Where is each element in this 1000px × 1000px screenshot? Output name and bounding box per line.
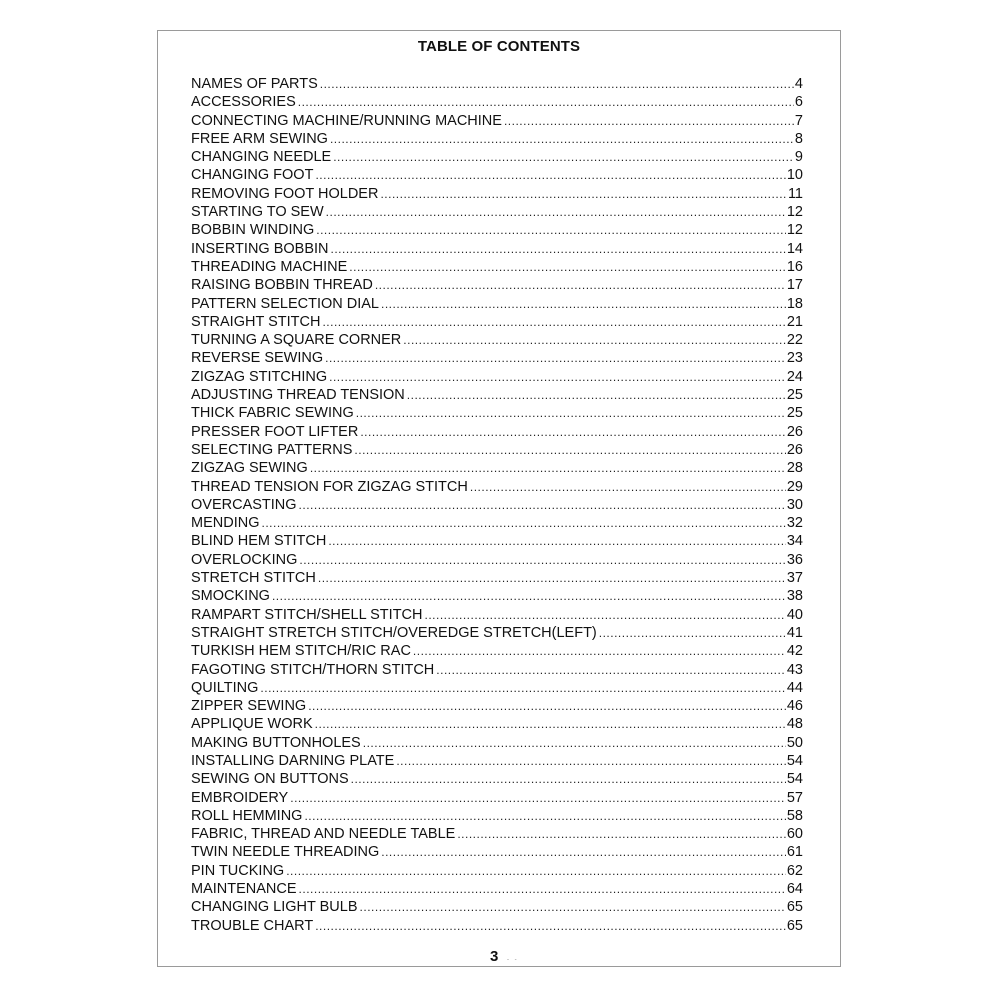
toc-entry-label: FAGOTING STITCH/THORN STITCH <box>191 661 435 678</box>
toc-entry <box>191 587 803 605</box>
table-of-contents <box>191 75 803 935</box>
toc-entry <box>191 715 803 733</box>
toc-entry-label: CONNECTING MACHINE/RUNNING MACHINE <box>191 112 502 129</box>
toc-entry-page: 9 <box>794 149 803 166</box>
toc-entry-label: MAKING BUTTONHOLES <box>191 734 361 751</box>
toc-entry-page: 34 <box>786 533 803 550</box>
toc-entry-label: REMOVING FOOT HOLDER <box>191 185 379 202</box>
toc-dot-leader <box>354 441 785 459</box>
toc-entry-page: 26 <box>786 441 803 458</box>
toc-dot-leader <box>298 93 794 111</box>
toc-entry-label: NAMES OF PARTS <box>191 76 318 92</box>
toc-entry <box>191 276 803 294</box>
toc-dot-leader <box>403 331 786 349</box>
toc-dot-leader <box>299 880 786 898</box>
toc-entry-page: 61 <box>786 844 803 861</box>
toc-entry-label: MAINTENANCE <box>191 881 297 898</box>
toc-entry-label: STRAIGHT STITCH <box>191 313 321 330</box>
toc-dot-leader <box>299 496 786 514</box>
toc-dot-leader <box>360 423 786 441</box>
toc-dot-leader <box>316 221 786 239</box>
toc-dot-leader <box>272 587 786 605</box>
toc-entry-page: 48 <box>786 716 803 733</box>
toc-dot-leader <box>375 276 786 294</box>
toc-entry <box>191 349 803 367</box>
toc-entry-page: 4 <box>794 76 803 92</box>
toc-entry-page: 57 <box>786 789 803 806</box>
toc-entry <box>191 459 803 477</box>
toc-dot-leader <box>356 404 786 422</box>
toc-entry-page: 36 <box>786 551 803 568</box>
toc-entry <box>191 148 803 166</box>
toc-entry <box>191 734 803 752</box>
toc-entry-label: ADJUSTING THREAD TENSION <box>191 387 405 404</box>
toc-entry <box>191 551 803 569</box>
toc-entry <box>191 770 803 788</box>
toc-entry <box>191 75 803 93</box>
toc-entry-page: 54 <box>786 771 803 788</box>
toc-entry-label: THREAD TENSION FOR ZIGZAG STITCH <box>191 478 468 495</box>
toc-entry <box>191 478 803 496</box>
toc-entry <box>191 898 803 916</box>
toc-entry-page: 11 <box>787 185 803 202</box>
toc-entry-page: 38 <box>786 588 803 605</box>
toc-entry-label: REVERSE SEWING <box>191 350 324 367</box>
toc-entry <box>191 807 803 825</box>
toc-entry <box>191 313 803 331</box>
toc-entry-page: 12 <box>786 204 803 221</box>
toc-entry-page: 10 <box>786 167 803 184</box>
toc-dot-leader <box>310 459 786 477</box>
toc-entry-label: EMBROIDERY <box>191 789 289 806</box>
toc-entry-page: 8 <box>794 130 803 147</box>
toc-dot-leader <box>330 130 794 148</box>
toc-entry-page: 25 <box>786 405 803 422</box>
toc-dot-leader <box>381 295 786 313</box>
toc-entry <box>191 862 803 880</box>
toc-entry <box>191 240 803 258</box>
toc-entry-label: BOBBIN WINDING <box>191 222 315 239</box>
toc-entry <box>191 843 803 861</box>
toc-dot-leader <box>396 752 786 770</box>
toc-entry-page: 54 <box>786 752 803 769</box>
toc-entry-page: 40 <box>786 606 803 623</box>
toc-dot-leader <box>413 642 786 660</box>
toc-entry-page: 62 <box>786 862 803 879</box>
toc-dot-leader <box>407 386 786 404</box>
toc-dot-leader <box>380 185 786 203</box>
toc-dot-leader <box>333 148 794 166</box>
toc-entry-label: RAISING BOBBIN THREAD <box>191 277 373 294</box>
toc-entry-page: 37 <box>786 570 803 587</box>
toc-entry <box>191 166 803 184</box>
toc-dot-leader <box>381 843 786 861</box>
toc-entry <box>191 295 803 313</box>
toc-entry-label: ZIGZAG STITCHING <box>191 368 328 385</box>
toc-entry-page: 60 <box>786 826 803 843</box>
toc-entry-page: 65 <box>786 899 803 916</box>
toc-entry <box>191 642 803 660</box>
toc-entry <box>191 789 803 807</box>
toc-entry-page: 28 <box>786 460 803 477</box>
toc-entry <box>191 221 803 239</box>
toc-entry-page: 25 <box>786 387 803 404</box>
toc-dot-leader <box>436 661 786 679</box>
toc-dot-leader <box>261 514 785 532</box>
toc-entry-label: TURNING A SQUARE CORNER <box>191 332 402 349</box>
toc-entry-page: 41 <box>786 624 803 641</box>
toc-entry-label: ZIPPER SEWING <box>191 698 307 715</box>
toc-dot-leader <box>322 313 785 331</box>
toc-entry-label: FABRIC, THREAD AND NEEDLE TABLE <box>191 826 456 843</box>
toc-entry-page: 22 <box>786 332 803 349</box>
toc-entry <box>191 624 803 642</box>
toc-entry <box>191 569 803 587</box>
toc-dot-leader <box>304 807 785 825</box>
toc-entry-page: 44 <box>786 679 803 696</box>
toc-entry-page: 21 <box>786 313 803 330</box>
toc-entry <box>191 441 803 459</box>
toc-entry-page: 12 <box>786 222 803 239</box>
toc-dot-leader <box>457 825 786 843</box>
toc-entry-label: BLIND HEM STITCH <box>191 533 327 550</box>
toc-dot-leader <box>315 166 785 184</box>
toc-dot-leader <box>349 258 786 276</box>
toc-entry-label: INSTALLING DARNING PLATE <box>191 752 395 769</box>
toc-dot-leader <box>286 862 786 880</box>
toc-entry-page: 65 <box>786 917 803 934</box>
toc-entry-page: 43 <box>786 661 803 678</box>
toc-dot-leader <box>599 624 786 642</box>
toc-entry-page: 32 <box>786 515 803 532</box>
toc-entry-page: 46 <box>786 698 803 715</box>
toc-entry-page: 58 <box>786 807 803 824</box>
toc-entry-page: 23 <box>786 350 803 367</box>
toc-entry-label: STRETCH STITCH <box>191 570 316 587</box>
toc-entry-page: 42 <box>786 643 803 660</box>
toc-entry <box>191 258 803 276</box>
toc-dot-leader <box>315 715 786 733</box>
toc-entry-label: THREADING MACHINE <box>191 258 348 275</box>
toc-entry <box>191 825 803 843</box>
toc-entry-page: 29 <box>786 478 803 495</box>
toc-entry-label: CHANGING LIGHT BULB <box>191 899 358 916</box>
toc-dot-leader <box>504 112 794 130</box>
toc-entry-label: OVERLOCKING <box>191 551 298 568</box>
toc-entry <box>191 112 803 130</box>
toc-entry-page: 7 <box>794 112 803 129</box>
toc-entry <box>191 93 803 111</box>
toc-dot-leader <box>320 75 794 93</box>
toc-entry-label: CHANGING NEEDLE <box>191 149 332 166</box>
toc-dot-leader <box>325 349 786 367</box>
toc-dot-leader <box>328 532 786 550</box>
toc-entry-label: TWIN NEEDLE THREADING <box>191 844 380 861</box>
toc-entry <box>191 185 803 203</box>
toc-entry <box>191 532 803 550</box>
page-number-mark: - - <box>507 957 519 963</box>
toc-entry <box>191 917 803 935</box>
toc-entry <box>191 404 803 422</box>
toc-dot-leader <box>351 770 786 788</box>
toc-entry-page: 30 <box>786 496 803 513</box>
toc-entry-label: STARTING TO SEW <box>191 204 324 221</box>
toc-dot-leader <box>329 368 786 386</box>
toc-dot-leader <box>315 917 786 935</box>
toc-entry-label: CHANGING FOOT <box>191 167 314 184</box>
toc-entry-page: 18 <box>786 295 803 312</box>
toc-dot-leader <box>360 898 786 916</box>
toc-dot-leader <box>363 734 786 752</box>
toc-entry <box>191 203 803 221</box>
toc-dot-leader <box>290 789 786 807</box>
toc-entry <box>191 880 803 898</box>
toc-entry <box>191 331 803 349</box>
toc-entry-label: OVERCASTING <box>191 496 297 513</box>
toc-entry <box>191 606 803 624</box>
toc-dot-leader <box>470 478 786 496</box>
toc-entry-label: PATTERN SELECTION DIAL <box>191 295 379 312</box>
toc-entry-page: 50 <box>786 734 803 751</box>
toc-entry <box>191 496 803 514</box>
toc-entry <box>191 368 803 386</box>
page-number: 3 <box>490 948 499 965</box>
toc-dot-leader <box>425 606 786 624</box>
toc-entry-page: 26 <box>786 423 803 440</box>
toc-dot-leader <box>326 203 786 221</box>
toc-entry-page: 64 <box>786 881 803 898</box>
toc-entry-label: ZIGZAG SEWING <box>191 460 308 477</box>
toc-dot-leader <box>308 697 786 715</box>
toc-entry-label: TROUBLE CHART <box>191 917 314 934</box>
toc-entry <box>191 752 803 770</box>
toc-entry <box>191 130 803 148</box>
toc-dot-leader <box>318 569 786 587</box>
page-title: TABLE OF CONTENTS <box>417 38 581 55</box>
toc-dot-leader <box>260 679 785 697</box>
toc-entry-label: TURKISH HEM STITCH/RIC RAC <box>191 643 411 660</box>
toc-entry <box>191 423 803 441</box>
toc-entry-label: PIN TUCKING <box>191 862 285 879</box>
toc-entry-label: PRESSER FOOT LIFTER <box>191 423 359 440</box>
toc-entry <box>191 661 803 679</box>
toc-entry-label: RAMPART STITCH/SHELL STITCH <box>191 606 423 623</box>
toc-entry <box>191 514 803 532</box>
toc-entry <box>191 386 803 404</box>
toc-entry-page: 14 <box>786 240 803 257</box>
toc-entry-label: ACCESSORIES <box>191 94 296 111</box>
toc-entry-label: STRAIGHT STRETCH STITCH/OVEREDGE STRETCH(LEFT) <box>191 624 597 641</box>
toc-entry-label: INSERTING BOBBIN <box>191 240 329 257</box>
toc-entry-label: QUILTING <box>191 679 259 696</box>
toc-entry-label: SMOCKING <box>191 588 270 605</box>
toc-entry-page: 24 <box>786 368 803 385</box>
toc-entry <box>191 679 803 697</box>
toc-entry <box>191 697 803 715</box>
toc-entry-label: MENDING <box>191 515 260 532</box>
toc-entry-page: 16 <box>786 258 803 275</box>
toc-entry-label: APPLIQUE WORK <box>191 716 313 733</box>
toc-entry-label: ROLL HEMMING <box>191 807 303 824</box>
toc-entry-page: 17 <box>786 277 803 294</box>
toc-entry-label: THICK FABRIC SEWING <box>191 405 354 422</box>
toc-entry-label: SELECTING PATTERNS <box>191 441 353 458</box>
toc-entry-page: 6 <box>794 94 803 111</box>
toc-entry-label: FREE ARM SEWING <box>191 130 328 147</box>
toc-dot-leader <box>299 551 786 569</box>
toc-entry-label: SEWING ON BUTTONS <box>191 771 349 788</box>
toc-dot-leader <box>331 240 786 258</box>
